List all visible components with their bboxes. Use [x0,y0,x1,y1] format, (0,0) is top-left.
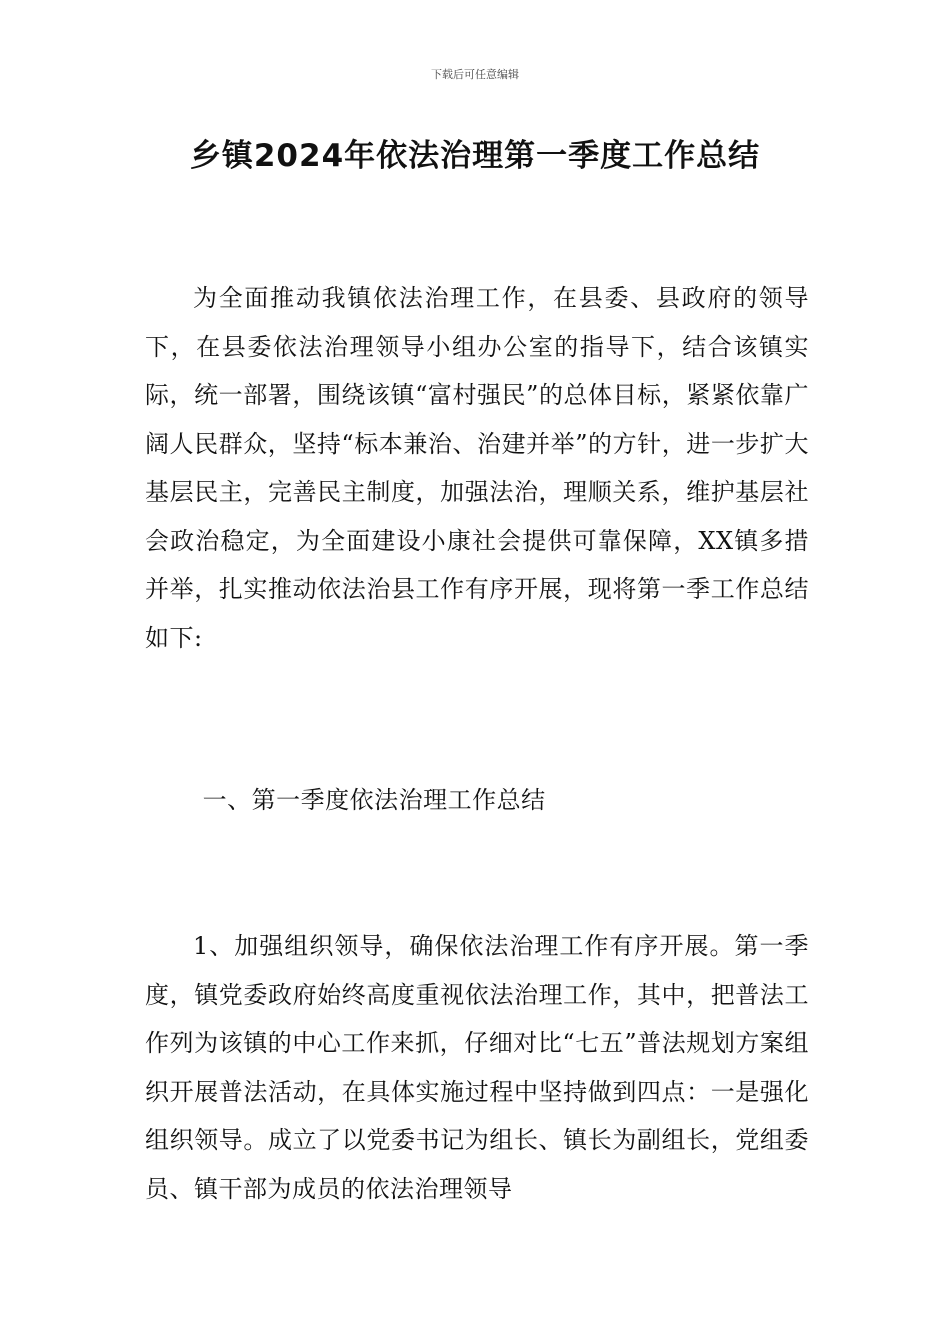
section-paragraph: 1、加强组织领导，确保依法治理工作有序开展。第一季度，镇党委政府始终高度重视依法治理工作，其中，把普法工作列为该镇的中心工作来抓，仔细对比“七五”普法规划方案组织开展普法活动，在具体实施过程中坚持做到四点：一是强化组织领导。成立了以党委书记为组长、镇长为副组长，党组委员、镇干部为成员的依法治理领导 [145,932,809,1203]
document-title: 乡镇2024年依法治理第一季度工作总结 [189,138,761,174]
intro-paragraph: 为全面推动我镇依法治理工作，在县委、县政府的领导下，在县委依法治理领导小组办公室的指导下，结合该镇实际，统一部署，围绕该镇“富村强民”的总体目标，紧紧依靠广阔人民群众，坚持“标本兼治、治建并举”的方针，进一步扩大基层民主，完善民主制度，加强法治，理顺关系，维护基层社会政治稳定，为全面建设小康社会提供可靠保障，XX镇多措并举，扎实推动依法治县工作有序开展，现将第一季工作总结如下: [145,284,809,652]
section-heading: 一、第一季度依法治理工作总结 [202,786,546,814]
header-note: 下载后可任意编辑 [431,68,519,81]
